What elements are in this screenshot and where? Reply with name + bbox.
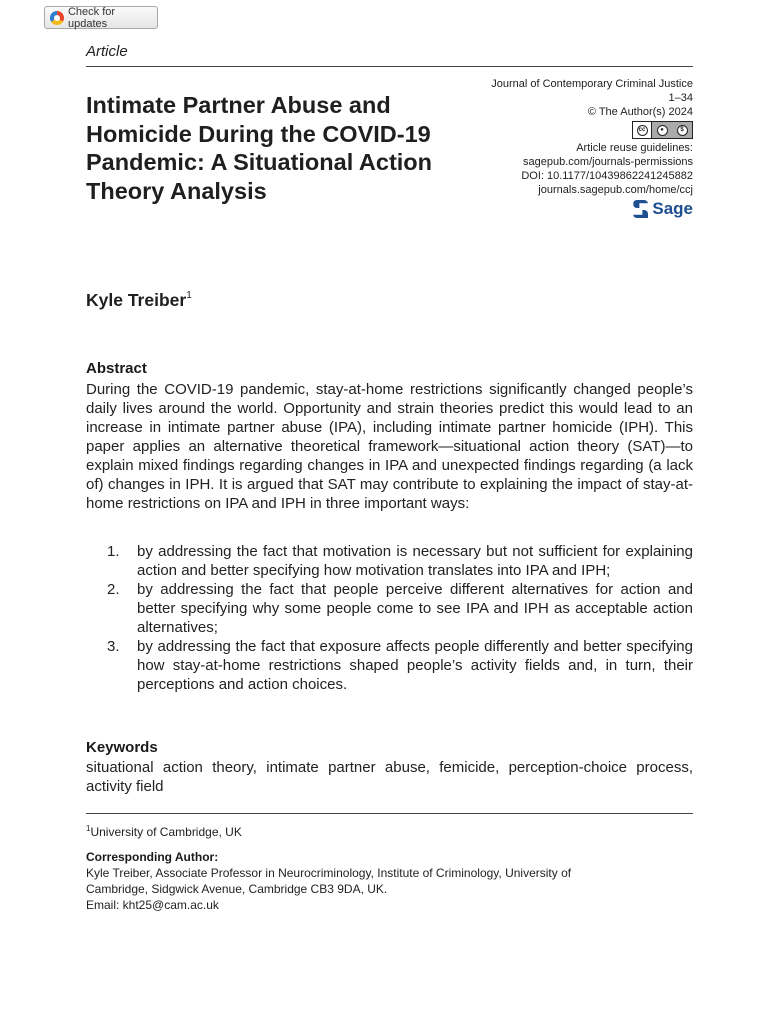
author-affil-mark: 1	[186, 290, 192, 302]
doi-link[interactable]: DOI: 10.1177/10439862241245882	[521, 170, 693, 182]
abstract-paragraph: During the COVID-19 pandemic, stay-at-home restrictions significantly changed people’s daily lives around the world. Opportunity and strain theories predict this would lead to an increase in intimate partner abuse (IPA), including intimate partner homicide (IPH). This paper applies an alternative theoretical framework—situational action theory (SAT)—to explain mixed findings regarding changes in IPA and unexpected findings regarding (a lack of) changes in IPH. It is argued that SAT may contribute to explaining the impact of stay-at-home restrictions on IPA and IPH in three important ways:	[86, 381, 693, 512]
keywords-text: situational action theory, intimate partner abuse, femicide, perception-choice process, activity field	[86, 759, 693, 795]
copyright-line: © The Author(s) 2024	[587, 106, 693, 118]
corresponding-author-details	[86, 865, 646, 913]
list-item-text: by addressing the fact that motivation is necessary but not sufficient for explaining action and better specifying how motivation translates into IPA and IPH;	[137, 543, 693, 579]
cc-license-badge[interactable]	[632, 121, 693, 139]
article-title: Intimate Partner Abuse and Homicide During the COVID-19 Pandemic: A Situational Action Theory Analysis	[86, 92, 433, 204]
cc-icon: cc	[637, 125, 648, 136]
list-item-number: 2.	[107, 581, 120, 598]
check-for-updates-label: Check for updates	[67, 5, 116, 30]
abstract-list	[86, 542, 693, 694]
affiliation-footnote	[86, 824, 242, 839]
list-item-number: 1.	[107, 543, 120, 560]
affiliation-text: University of Cambridge, UK	[90, 825, 242, 839]
list-item	[86, 580, 693, 637]
journal-name: Journal of Contemporary Criminal Justice	[491, 78, 693, 90]
sage-logo	[633, 199, 693, 219]
crossmark-icon	[50, 11, 64, 25]
nc-icon: $	[677, 125, 688, 136]
keywords-heading: Keywords	[86, 739, 158, 756]
article-type-label: Article	[86, 43, 128, 60]
author-email[interactable]: Email: kht25@cam.ac.uk	[86, 898, 219, 912]
sage-logo-text: Sage	[652, 199, 693, 218]
journal-info	[433, 77, 693, 197]
author-name	[86, 290, 192, 311]
footnote-divider	[86, 813, 693, 814]
corresponding-author-heading: Corresponding Author:	[86, 850, 219, 864]
list-item	[86, 542, 693, 580]
header-divider	[86, 66, 693, 67]
affiliation-mark: 1	[86, 824, 91, 833]
list-item-text: by addressing the fact that exposure affects people differently and better specifying how stay-at-home restrictions shaped people’s activity fields and, in turn, their perceptions and action choices.	[137, 638, 693, 693]
sage-mark-icon	[633, 200, 648, 218]
reuse-label: Article reuse guidelines:	[576, 142, 693, 154]
reuse-link[interactable]: sagepub.com/journals-permissions	[523, 156, 693, 168]
by-icon: ●	[657, 125, 668, 136]
list-item-number: 3.	[107, 638, 120, 655]
check-for-updates-button[interactable]	[44, 6, 158, 29]
author-name-text: Kyle Treiber	[86, 290, 187, 310]
corr-line-1: Kyle Treiber, Associate Professor in Neurocriminology, Institute of Criminology, University of	[86, 866, 572, 880]
list-item	[86, 637, 693, 694]
abstract-heading: Abstract	[86, 360, 147, 377]
corr-line-2: Cambridge, Sidgwick Avenue, Cambridge CB3 9DA, UK.	[86, 882, 388, 896]
journal-pages: 1–34	[668, 92, 693, 104]
journal-home-link[interactable]: journals.sagepub.com/home/ccj	[538, 184, 693, 196]
list-item-text: by addressing the fact that people perceive different alternatives for action and better specifying why some people come to see IPA and IPH as acceptable action alternatives;	[137, 581, 693, 636]
